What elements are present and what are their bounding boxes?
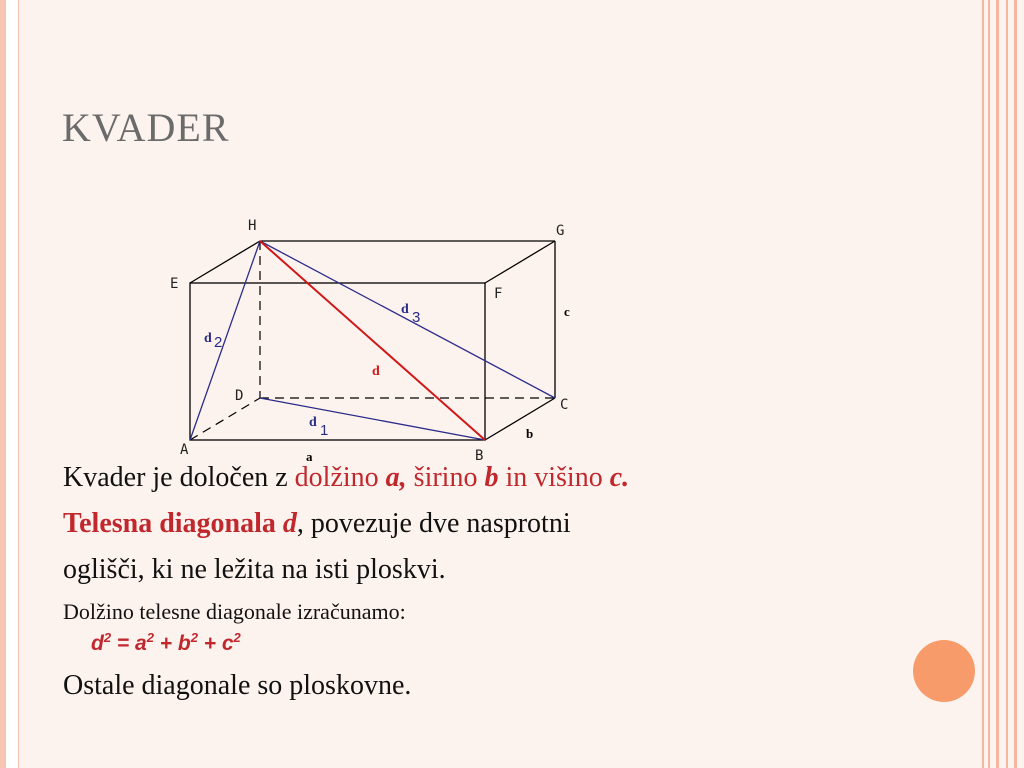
label-F: F xyxy=(494,286,503,302)
label-d3-sub: 3 xyxy=(412,309,421,326)
text-run: , povezuje dve nasprotni xyxy=(296,508,571,539)
diagonal-d3 xyxy=(260,241,555,398)
var-c: c. xyxy=(609,462,630,493)
closing-line: Ostale diagonale so ploskovne. xyxy=(63,670,412,701)
label-d1-sub: 1 xyxy=(320,422,329,439)
right-decorative-stripes xyxy=(980,0,1024,768)
diagonal-formula xyxy=(91,625,923,657)
label-d2: d xyxy=(204,331,212,346)
label-D: D xyxy=(235,388,244,404)
label-c: c xyxy=(564,304,570,319)
cuboid-figure xyxy=(160,210,590,470)
edge-EH xyxy=(190,241,260,283)
formula-c: c xyxy=(221,632,234,655)
formula-b: b xyxy=(177,632,191,655)
label-d3: d xyxy=(401,302,409,317)
edge-BC xyxy=(485,398,555,440)
diagonal-d2 xyxy=(190,241,260,440)
slide-title: KVADER xyxy=(62,105,230,150)
label-d2-sub: 2 xyxy=(214,334,223,351)
label-A: A xyxy=(180,442,189,458)
left-accent-bar xyxy=(0,0,6,768)
formula-exp: 2 xyxy=(146,630,154,645)
formula-exp: 2 xyxy=(190,630,198,645)
highlight-width: širino xyxy=(406,462,485,493)
formula-intro: Dolžino telesne diagonale izračunamo: xyxy=(63,599,406,624)
formula-a: a xyxy=(135,632,147,655)
label-E: E xyxy=(170,276,179,292)
var-d: d xyxy=(282,508,297,539)
formula-d: d xyxy=(91,632,104,655)
label-b: b xyxy=(526,426,534,441)
formula-exp: 2 xyxy=(233,630,241,645)
term-body-diagonal: Telesna diagonala xyxy=(63,508,283,539)
slide-body xyxy=(63,455,923,709)
label-a: a xyxy=(306,449,313,464)
text-run: Kvader je določen z xyxy=(63,462,295,493)
label-H: H xyxy=(248,218,257,234)
label-d: d xyxy=(372,364,380,379)
diagonal-definition-cont: oglišči, ki ne ležita na isti ploskvi. xyxy=(63,554,446,585)
var-b: b xyxy=(484,462,499,493)
label-B: B xyxy=(475,448,484,464)
highlight-length: dolžino xyxy=(294,462,386,493)
formula-plus: + xyxy=(153,632,178,655)
decorative-circle xyxy=(913,640,975,702)
diagonal-definition-line xyxy=(63,501,923,547)
label-G: G xyxy=(556,223,565,239)
definition-line xyxy=(63,455,923,501)
label-C: C xyxy=(560,397,569,413)
space-diagonal-d xyxy=(260,241,485,440)
edge-AD xyxy=(190,398,260,440)
formula-plus: + xyxy=(197,632,222,655)
diagonal-d1 xyxy=(260,398,485,440)
var-a: a, xyxy=(385,462,407,493)
highlight-height: in višino xyxy=(498,462,610,493)
cuboid-diagram xyxy=(160,210,590,470)
front-face xyxy=(190,283,485,440)
edge-FG xyxy=(485,241,555,283)
label-d1: d xyxy=(309,415,317,430)
formula-eq: = xyxy=(111,632,135,655)
formula-exp: 2 xyxy=(103,630,112,645)
